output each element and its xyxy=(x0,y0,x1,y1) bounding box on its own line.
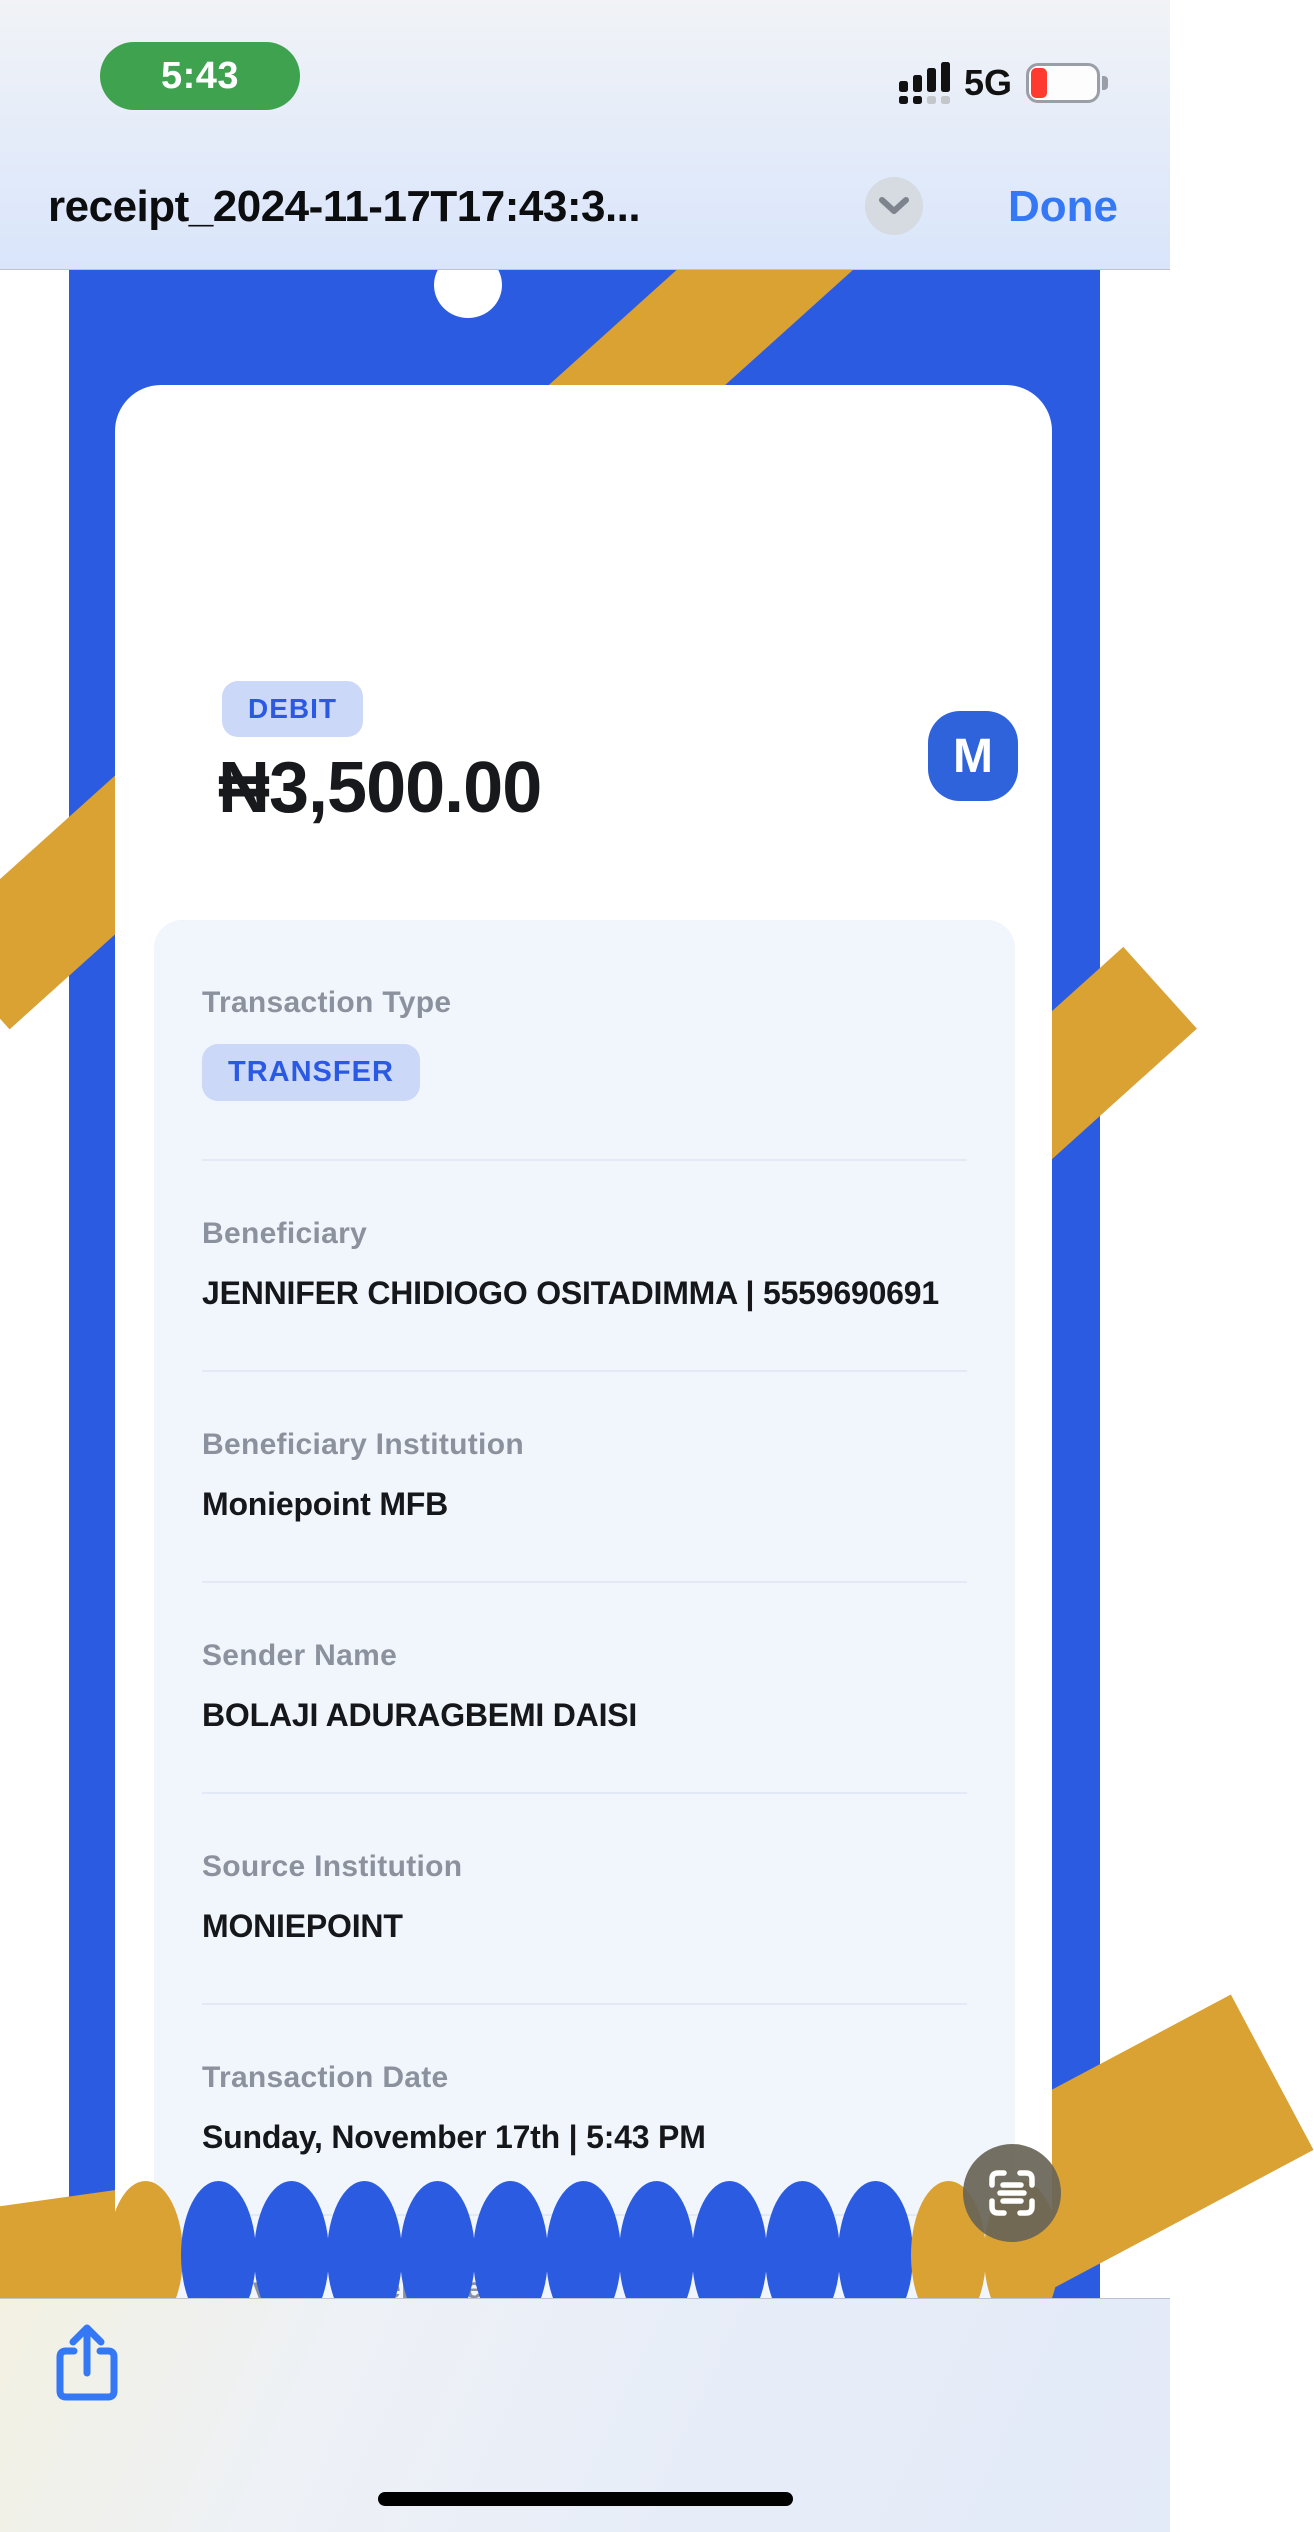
receipt-card xyxy=(115,385,1052,2255)
live-text-button[interactable] xyxy=(963,2144,1061,2242)
row-value: Sunday, November 17th | 5:43 PM xyxy=(202,2119,706,2155)
info-row-beneficiary-institution xyxy=(202,1372,967,1583)
row-label: Beneficiary Institution xyxy=(202,1428,524,1461)
transaction-amount: ₦3,500.00 xyxy=(218,748,542,828)
status-bar xyxy=(0,0,1170,145)
info-row-sender-name xyxy=(202,1583,967,1794)
moniepoint-logo-letter: M xyxy=(953,729,993,783)
battery-icon xyxy=(1026,63,1108,103)
info-row-source-institution xyxy=(202,1794,967,2005)
home-indicator[interactable] xyxy=(378,2492,793,2506)
live-text-icon xyxy=(986,2167,1038,2219)
row-value: MONIEPOINT xyxy=(202,1908,403,1944)
row-label: Transaction Type xyxy=(202,986,452,1019)
transaction-direction-badge: DEBIT xyxy=(222,681,363,737)
info-row-beneficiary xyxy=(202,1161,967,1372)
row-value: JENNIFER CHIDIOGO OSITADIMMA | 5559690691 xyxy=(202,1275,939,1311)
status-icons xyxy=(899,62,1108,104)
row-label: Beneficiary xyxy=(202,1217,368,1250)
info-row-transaction-type xyxy=(202,930,967,1161)
receipt-background xyxy=(69,270,1100,2298)
receipt-viewer xyxy=(0,270,1170,2298)
battery-low-fill xyxy=(1031,68,1047,98)
share-button[interactable] xyxy=(52,2321,122,2407)
top-chrome xyxy=(0,0,1170,270)
row-label: Transaction Date xyxy=(202,2061,449,2094)
moniepoint-logo xyxy=(928,711,1018,801)
done-button[interactable]: Done xyxy=(1008,182,1118,231)
document-title: receipt_2024-11-17T17:43:3... xyxy=(48,182,641,231)
row-label: Source Institution xyxy=(202,1850,463,1883)
share-icon xyxy=(52,2321,122,2407)
nav-bar xyxy=(0,145,1170,269)
active-call-time-pill[interactable] xyxy=(100,42,300,110)
network-type-label: 5G xyxy=(963,62,1012,103)
row-label: Sender Name xyxy=(202,1639,398,1672)
cellular-signal-icon xyxy=(899,62,950,104)
chevron-down-icon xyxy=(879,197,909,215)
title-menu-button[interactable] xyxy=(865,177,923,235)
status-time: 5:43 xyxy=(160,54,240,97)
row-value: BOLAJI ADURAGBEMI DAISI xyxy=(202,1697,638,1733)
transaction-type-badge: TRANSFER xyxy=(202,1044,420,1101)
row-value: Moniepoint MFB xyxy=(202,1486,449,1522)
